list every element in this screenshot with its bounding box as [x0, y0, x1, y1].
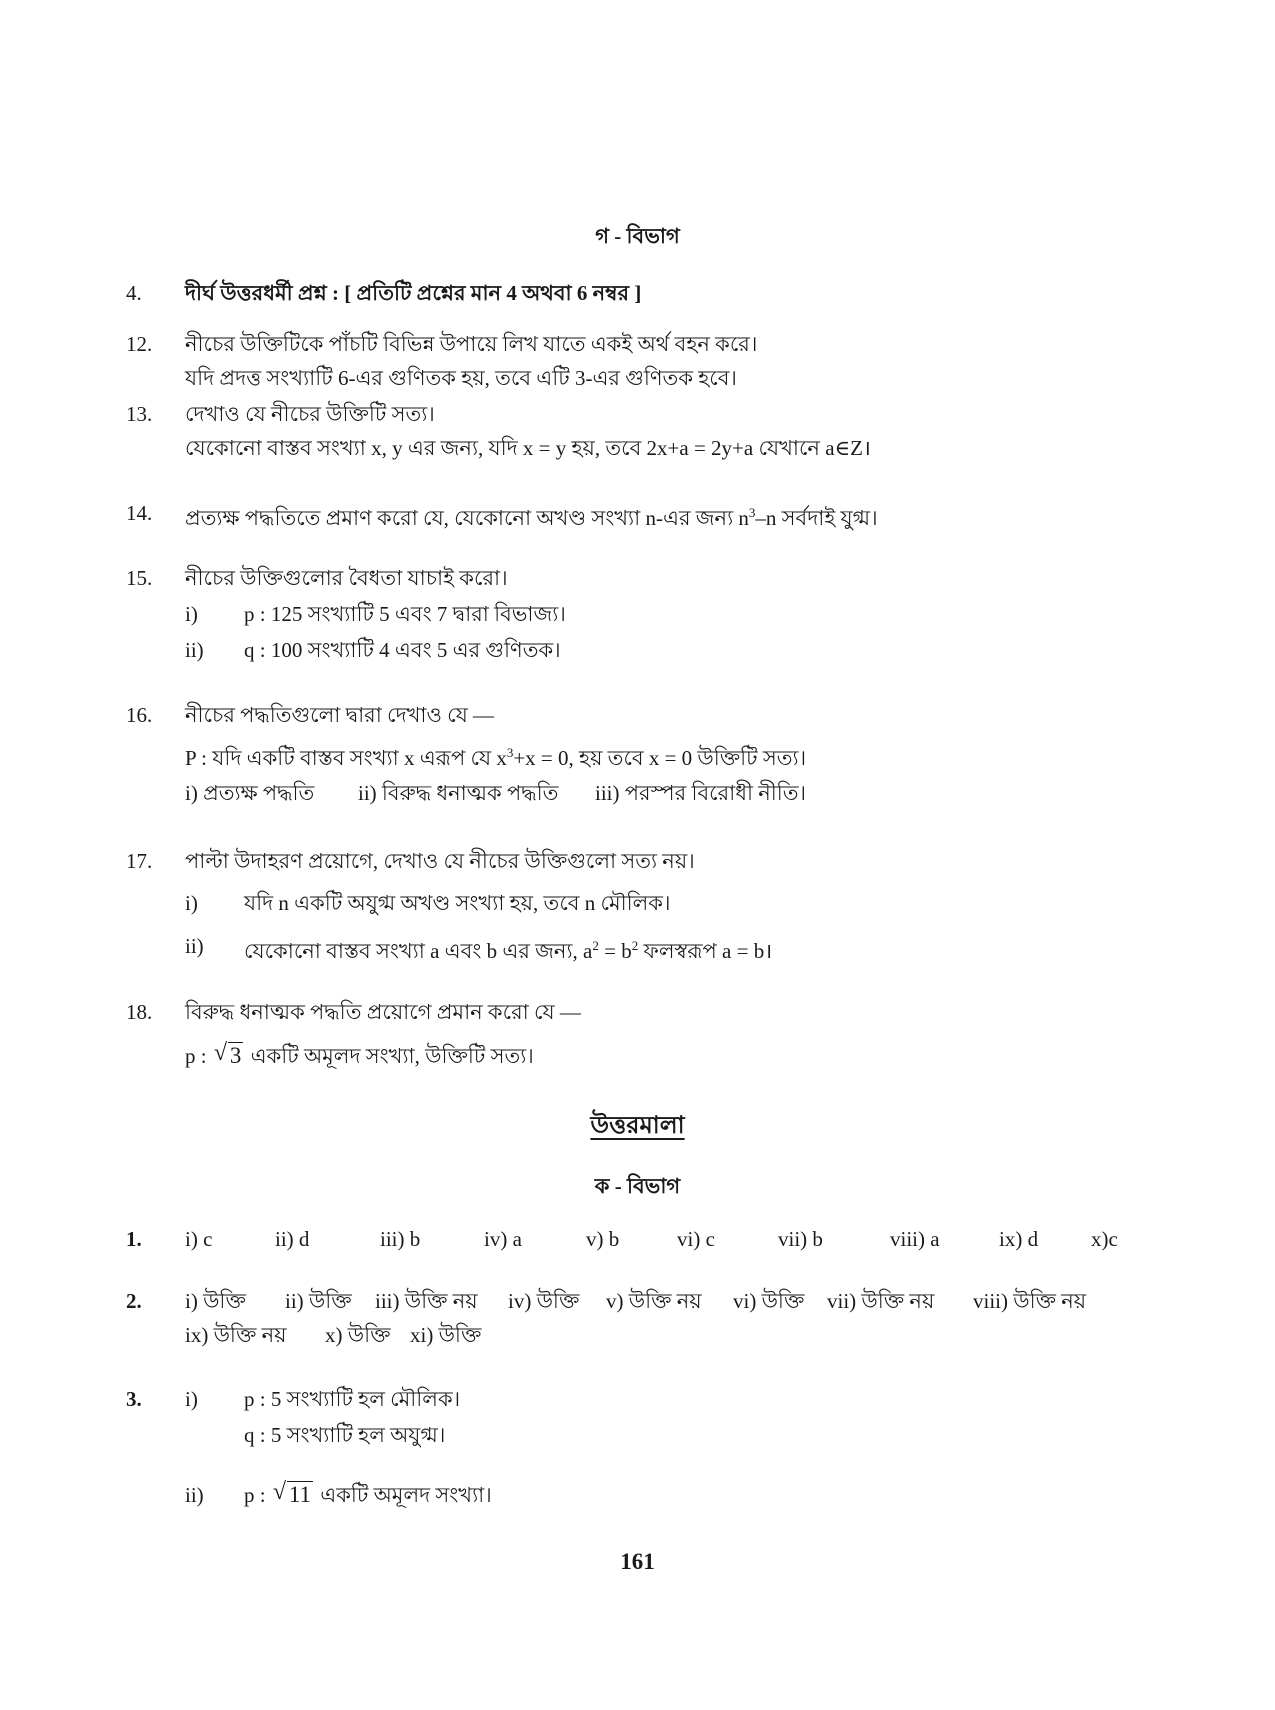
question-number: 12. [126, 332, 153, 356]
question-text: যদি প্রদত্ত সংখ্যাটি 6-এর গুণিতক হয়, তবে এটি 3-এর গুণিতক হবে। [185, 366, 737, 390]
item-text: যেকোনো বাস্তব সংখ্যা a এবং b এর জন্য, $a^2 = b^2$ ফলস্বরূপ a = b। [244, 938, 773, 963]
answer-option: viii) a [890, 1227, 940, 1251]
item-label: ii) [185, 1483, 204, 1507]
item-text: q : 100 সংখ্যাটি 4 এবং 5 এর গুণিতক। [244, 638, 561, 662]
answer-number: 2. [126, 1289, 142, 1313]
answer-option: vii) b [778, 1227, 823, 1251]
page-number: 161 [620, 1549, 655, 1574]
method-option: i) প্রত্যক্ষ পদ্ধতি [185, 781, 315, 805]
radical-sign-icon: √ [213, 1040, 228, 1066]
answer-option: x)c [1091, 1227, 1118, 1251]
section-a-title: ক - বিভাগ [594, 1174, 681, 1198]
item-text: যদি n একটি অযুগ্ম অখণ্ড সংখ্যা হয়, তবে n মৌলিক। [244, 891, 671, 915]
question-text: নীচের পদ্ধতিগুলো দ্বারা দেখাও যে — [185, 703, 495, 727]
section-c-title: গ - বিভাগ [595, 224, 680, 248]
statement-p: p : √ 3 একটি অমূলদ সংখ্যা, উক্তিটি সত্য। [185, 1040, 534, 1068]
answer-option: x) উক্তি [325, 1323, 391, 1347]
statement-q: q : 5 সংখ্যাটি হল অযুগ্ম। [244, 1423, 446, 1447]
item-label: ii) [185, 638, 204, 662]
answer-number: 3. [126, 1387, 142, 1411]
question-text: বিরুদ্ধ ধনাত্মক পদ্ধতি প্রয়োগে প্রমান করো যে — [185, 1000, 581, 1024]
item-label: i) [185, 602, 198, 626]
statement-p: p : √ 11 একটি অমূলদ সংখ্যা। [244, 1479, 492, 1507]
method-option: iii) পরস্পর বিরোধী নীতি। [595, 781, 807, 805]
method-option: ii) বিরুদ্ধ ধনাত্মক পদ্ধতি [358, 781, 559, 805]
question-text: নীচের উক্তিটিকে পাঁচটি বিভিন্ন উপায়ে লিখ যাতে একই অর্থ বহন করে। [185, 332, 758, 356]
answer-option: v) b [586, 1227, 620, 1251]
answer-option: i) উক্তি [185, 1289, 246, 1313]
answer-option: iv) a [484, 1227, 522, 1251]
answer-option: vii) উক্তি নয় [827, 1289, 935, 1313]
question-number: 4. [126, 281, 142, 305]
answer-number: 1. [126, 1227, 142, 1251]
question-text: দেখাও যে নীচের উক্তিটি সত্য। [185, 402, 435, 426]
question-number: 18. [126, 1000, 153, 1024]
square-root: √ 11 [272, 1479, 311, 1507]
answer-option: vi) উক্তি [733, 1289, 805, 1313]
answer-option: ii) d [275, 1227, 310, 1251]
question-number: 13. [126, 402, 153, 426]
statement-p: P : যদি একটি বাস্তব সংখ্যা x এরূপ যে $x^3+x = 0$, হয় তবে x = 0 উক্তিটি সত্য। [185, 745, 807, 770]
question-number: 14. [126, 501, 153, 525]
answer-option: i) c [185, 1227, 213, 1251]
answer-option: vi) c [677, 1227, 715, 1251]
answer-option: iv) উক্তি [508, 1289, 580, 1313]
item-label: i) [185, 891, 198, 915]
item-text: p : 125 সংখ্যাটি 5 এবং 7 দ্বারা বিভাজ্য। [244, 602, 566, 626]
answer-option: ii) উক্তি [285, 1289, 352, 1313]
answers-title: উত্তরমালা [590, 1113, 685, 1139]
question-number: 17. [126, 849, 153, 873]
instruction-heading: দীর্ঘ উত্তরধর্মী প্রশ্ন : [ প্রতিটি প্রশ্নের মান 4 অথবা 6 নম্বর ] [185, 281, 642, 305]
answer-option: xi) উক্তি [410, 1323, 482, 1347]
square-root: √ 3 [213, 1040, 242, 1068]
answer-option: ix) d [999, 1227, 1039, 1251]
answer-option: iii) b [380, 1227, 421, 1251]
question-number: 16. [126, 703, 153, 727]
answer-option: v) উক্তি নয় [606, 1289, 702, 1313]
answer-option: viii) উক্তি নয় [973, 1289, 1087, 1313]
item-label: i) [185, 1387, 198, 1411]
question-number: 15. [126, 566, 153, 590]
radical-sign-icon: √ [272, 1479, 287, 1505]
answer-option: iii) উক্তি নয় [375, 1289, 478, 1313]
answer-option: ix) উক্তি নয় [185, 1323, 287, 1347]
question-text: পাল্টা উদাহরণ প্রয়োগে, দেখাও যে নীচের উক্তিগুলো সত্য নয়। [185, 849, 695, 873]
item-label: ii) [185, 934, 204, 958]
question-text: যেকোনো বাস্তব সংখ্যা x, y এর জন্য, যদি x = y হয়, তবে 2x+a = 2y+a যেখানে a∈Z। [185, 436, 871, 460]
statement-p: p : 5 সংখ্যাটি হল মৌলিক। [244, 1387, 461, 1411]
question-text: প্রত্যক্ষ পদ্ধতিতে প্রমাণ করো যে, যেকোনো অখণ্ড সংখ্যা n-এর জন্য $n^3-n$ সর্বদাই যুগ্ম। [185, 505, 878, 530]
question-text: নীচের উক্তিগুলোর বৈধতা যাচাই করো। [185, 566, 508, 590]
